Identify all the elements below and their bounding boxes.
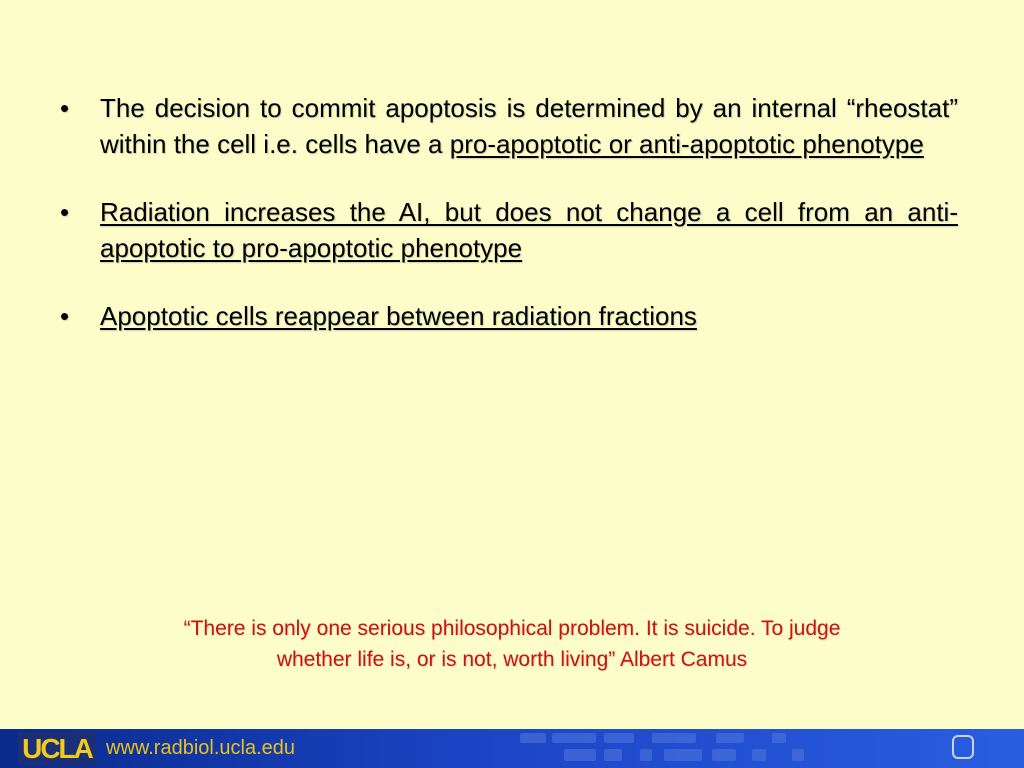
bullet-symbol: • <box>60 197 70 227</box>
decor-tile <box>792 749 804 761</box>
decor-tile <box>652 733 696 743</box>
decor-tile <box>640 749 652 761</box>
decor-tile <box>604 749 622 761</box>
camus-quote <box>80 613 944 675</box>
decor-tile <box>564 749 596 761</box>
quote-line-1: “There is only one serious philosophical problem. It is suicide. To judge <box>183 617 841 640</box>
bullet-item <box>58 298 958 334</box>
decor-tile <box>552 733 596 743</box>
bullet-text-underlined: Radiation increases the AI, but does not change a cell from an anti-apoptotic to pro-apoptotic phenotype <box>100 197 958 263</box>
quote-line-2: whether life is, or is not, worth living” Albert Camus <box>276 648 748 671</box>
bullet-symbol: • <box>60 93 70 123</box>
ucla-logo: UCLA <box>18 732 96 765</box>
footer-bar <box>0 729 1024 768</box>
bullet-item <box>58 90 958 162</box>
slide-corner-icon <box>952 735 974 759</box>
decor-tile <box>752 749 766 761</box>
decor-tile <box>520 733 546 743</box>
decor-tile <box>716 733 744 743</box>
bullet-symbol: • <box>60 301 70 331</box>
decor-tile <box>772 733 786 743</box>
bullet-text: The decision to commit apoptosis is determined by an internal “rheostat” within the cell i.e. cells have a <box>100 93 958 159</box>
bullet-list <box>58 90 958 366</box>
bullet-text-underlined: pro-apoptotic or anti-apoptotic phenotype <box>449 129 924 159</box>
bullet-text-underlined: Apoptotic cells reappear between radiation fractions <box>100 301 697 331</box>
bullet-item <box>58 194 958 266</box>
decor-tile <box>712 749 736 761</box>
website-link[interactable]: www.radbiol.ucla.edu <box>106 737 295 759</box>
decor-tile <box>604 733 634 743</box>
decor-tile <box>664 749 702 761</box>
